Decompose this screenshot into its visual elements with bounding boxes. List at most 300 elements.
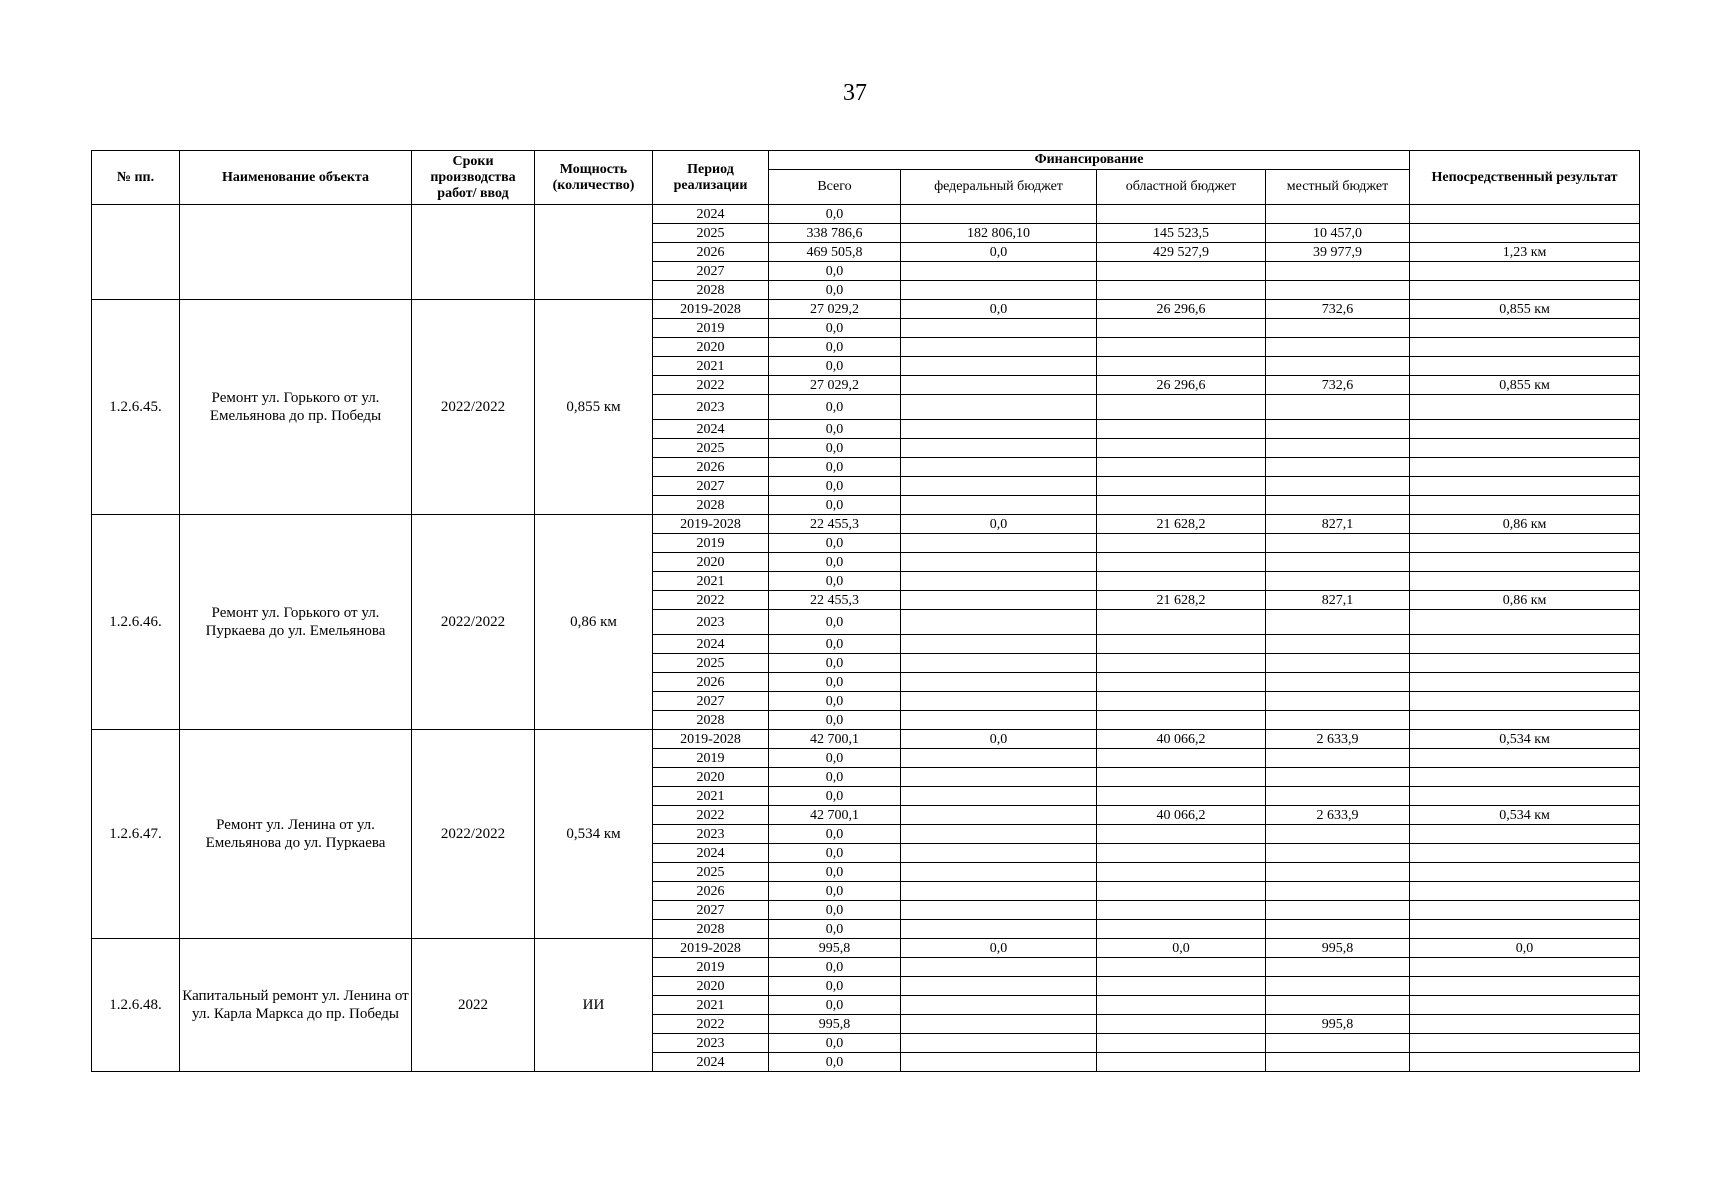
cell-local: 10 457,0 [1266,224,1410,243]
cell-total: 22 455,3 [769,591,901,610]
cell-result [1410,844,1640,863]
cell-local [1266,281,1410,300]
cell-local [1266,863,1410,882]
cell-result [1410,439,1640,458]
cell-federal [901,376,1097,395]
cell-total: 0,0 [769,496,901,515]
cell-period: 2028 [653,281,769,300]
cont-capacity [535,205,653,300]
cell-local [1266,996,1410,1015]
cell-regional [1097,439,1266,458]
cell-period: 2023 [653,825,769,844]
cell-result [1410,572,1640,591]
cell-period: 2027 [653,477,769,496]
cell-period: 2024 [653,844,769,863]
cell-local [1266,572,1410,591]
cell-local [1266,882,1410,901]
cell-result [1410,205,1640,224]
cell-local: 732,6 [1266,300,1410,319]
cell-result [1410,901,1640,920]
cell-period: 2025 [653,439,769,458]
cell-result [1410,635,1640,654]
cell-total: 0,0 [769,1034,901,1053]
header-name: Наименование объекта [180,151,412,205]
cell-local [1266,1053,1410,1072]
cell-federal [901,863,1097,882]
cell-result [1410,395,1640,420]
cell-period: 2020 [653,977,769,996]
cell-total: 0,0 [769,920,901,939]
cell-regional [1097,420,1266,439]
cell-total: 0,0 [769,477,901,496]
cell-federal [901,572,1097,591]
cell-total: 42 700,1 [769,730,901,749]
cell-result [1410,262,1640,281]
cell-federal [901,1034,1097,1053]
cell-period: 2021 [653,996,769,1015]
cell-local [1266,977,1410,996]
cell-period: 2020 [653,768,769,787]
cell-federal [901,692,1097,711]
cell-total: 0,0 [769,996,901,1015]
cell-regional: 40 066,2 [1097,730,1266,749]
cell-regional [1097,572,1266,591]
cell-total: 0,0 [769,572,901,591]
cell-local: 732,6 [1266,376,1410,395]
cell-federal [901,768,1097,787]
cell-federal [901,996,1097,1015]
object-terms: 2022/2022 [412,300,535,515]
table-row [92,205,1640,224]
financing-table [91,150,1640,1072]
cell-local: 827,1 [1266,591,1410,610]
cell-regional [1097,711,1266,730]
cell-regional [1097,205,1266,224]
cell-federal [901,635,1097,654]
cell-total: 0,0 [769,692,901,711]
cell-local [1266,749,1410,768]
cell-local [1266,477,1410,496]
cell-total: 0,0 [769,458,901,477]
cell-regional [1097,281,1266,300]
cell-result [1410,787,1640,806]
cell-local [1266,420,1410,439]
cell-regional [1097,534,1266,553]
cell-period: 2025 [653,224,769,243]
object-terms: 2022/2022 [412,730,535,939]
cell-local [1266,458,1410,477]
cell-total: 0,0 [769,553,901,572]
cell-period: 2019 [653,534,769,553]
cell-result [1410,863,1640,882]
cell-local [1266,711,1410,730]
header-result: Непосредственный результат [1410,151,1640,205]
cell-result [1410,977,1640,996]
cell-result [1410,319,1640,338]
cell-period: 2027 [653,901,769,920]
cell-result [1410,1034,1640,1053]
object-name: Ремонт ул. Ленина от ул. Емельянова до ул. Пуркаева [180,730,412,939]
cell-regional [1097,357,1266,376]
cell-local: 995,8 [1266,939,1410,958]
cell-total: 0,0 [769,420,901,439]
cell-local [1266,534,1410,553]
cell-federal [901,439,1097,458]
object-terms: 2022 [412,939,535,1072]
cell-regional [1097,901,1266,920]
cell-period: 2023 [653,610,769,635]
cell-result: 0,86 км [1410,515,1640,534]
cell-total: 0,0 [769,901,901,920]
cell-local [1266,395,1410,420]
cell-total: 0,0 [769,768,901,787]
cell-total: 42 700,1 [769,806,901,825]
cell-regional [1097,1015,1266,1034]
cell-regional [1097,319,1266,338]
cell-local: 2 633,9 [1266,730,1410,749]
cell-regional [1097,787,1266,806]
cell-regional [1097,1053,1266,1072]
cell-period: 2024 [653,635,769,654]
table-row [92,730,1640,749]
cell-federal [901,338,1097,357]
cell-result [1410,420,1640,439]
cell-period: 2022 [653,591,769,610]
header-financing: Финансирование [769,151,1410,170]
cell-total: 0,0 [769,262,901,281]
cell-total: 995,8 [769,1015,901,1034]
cell-total: 0,0 [769,749,901,768]
cell-total: 27 029,2 [769,300,901,319]
cell-regional: 40 066,2 [1097,806,1266,825]
header-terms: Сроки производства работ/ ввод [412,151,535,205]
cell-period: 2022 [653,376,769,395]
cell-federal [901,262,1097,281]
cell-regional [1097,262,1266,281]
cell-total: 0,0 [769,787,901,806]
cell-regional [1097,610,1266,635]
cell-total: 0,0 [769,844,901,863]
cell-result [1410,996,1640,1015]
cell-local [1266,338,1410,357]
cell-total: 27 029,2 [769,376,901,395]
cell-regional: 145 523,5 [1097,224,1266,243]
cell-regional [1097,635,1266,654]
cell-period: 2019-2028 [653,300,769,319]
cell-regional [1097,844,1266,863]
cell-local [1266,262,1410,281]
cell-period: 2028 [653,711,769,730]
cell-federal [901,496,1097,515]
cell-federal [901,281,1097,300]
object-name: Ремонт ул. Горького от ул. Пуркаева до ул. Емельянова [180,515,412,730]
cell-result [1410,281,1640,300]
cell-result [1410,1053,1640,1072]
cell-total: 0,0 [769,977,901,996]
cell-federal [901,920,1097,939]
cell-regional: 0,0 [1097,939,1266,958]
cell-result: 0,0 [1410,939,1640,958]
cell-result: 0,86 км [1410,591,1640,610]
cell-period: 2024 [653,1053,769,1072]
cell-local [1266,958,1410,977]
object-terms: 2022/2022 [412,515,535,730]
cell-regional: 21 628,2 [1097,591,1266,610]
cell-regional [1097,768,1266,787]
cell-federal [901,534,1097,553]
cell-period: 2021 [653,787,769,806]
cell-local [1266,319,1410,338]
cell-result [1410,477,1640,496]
cell-federal [901,458,1097,477]
cell-total: 0,0 [769,439,901,458]
object-capacity: ИИ [535,939,653,1072]
cell-period: 2022 [653,806,769,825]
cell-total: 0,0 [769,205,901,224]
cell-federal: 0,0 [901,515,1097,534]
cell-regional [1097,825,1266,844]
page-number: 37 [843,80,867,106]
cell-federal [901,357,1097,376]
cell-total: 0,0 [769,395,901,420]
cell-federal [901,610,1097,635]
cont-name [180,205,412,300]
cell-period: 2024 [653,205,769,224]
header-capacity: Мощность (количество) [535,151,653,205]
cell-result [1410,553,1640,572]
cell-result [1410,673,1640,692]
cell-total: 0,0 [769,635,901,654]
cell-period: 2019-2028 [653,730,769,749]
object-capacity: 0,534 км [535,730,653,939]
cell-period: 2026 [653,458,769,477]
cell-local [1266,1034,1410,1053]
cell-federal [901,749,1097,768]
cell-local [1266,920,1410,939]
header-regional: областной бюджет [1097,170,1266,205]
cell-period: 2025 [653,863,769,882]
cell-period: 2028 [653,496,769,515]
cell-result: 0,855 км [1410,376,1640,395]
cell-federal [901,806,1097,825]
table-header [92,151,1640,205]
cell-local: 2 633,9 [1266,806,1410,825]
table-row [92,515,1640,534]
cell-period: 2027 [653,262,769,281]
cell-total: 0,0 [769,863,901,882]
cell-result [1410,958,1640,977]
cell-local [1266,205,1410,224]
cell-federal [901,901,1097,920]
cell-regional [1097,749,1266,768]
cell-regional [1097,996,1266,1015]
cell-total: 0,0 [769,825,901,844]
cell-federal [901,882,1097,901]
cell-result [1410,711,1640,730]
cell-federal [901,591,1097,610]
cell-result [1410,496,1640,515]
cell-regional [1097,496,1266,515]
cell-result [1410,882,1640,901]
cell-result [1410,224,1640,243]
cell-period: 2019 [653,319,769,338]
cell-total: 0,0 [769,534,901,553]
cell-federal [901,673,1097,692]
object-capacity: 0,855 км [535,300,653,515]
cell-local [1266,496,1410,515]
header-federal: федеральный бюджет [901,170,1097,205]
cell-federal: 182 806,10 [901,224,1097,243]
cell-result [1410,768,1640,787]
object-num: 1.2.6.46. [92,515,180,730]
cell-local [1266,610,1410,635]
cell-total: 0,0 [769,281,901,300]
cell-federal: 0,0 [901,243,1097,262]
header-total: Всего [769,170,901,205]
cell-total: 0,0 [769,711,901,730]
cell-federal: 0,0 [901,730,1097,749]
cell-period: 2028 [653,920,769,939]
object-num: 1.2.6.45. [92,300,180,515]
cell-result: 1,23 км [1410,243,1640,262]
cell-result [1410,458,1640,477]
object-name: Капитальный ремонт ул. Ленина от ул. Карла Маркса до пр. Победы [180,939,412,1072]
cell-local: 995,8 [1266,1015,1410,1034]
cell-result [1410,749,1640,768]
header-num: № пп. [92,151,180,205]
cell-result [1410,920,1640,939]
cell-federal [901,825,1097,844]
cell-regional [1097,338,1266,357]
cell-local [1266,635,1410,654]
cell-regional [1097,654,1266,673]
cont-num [92,205,180,300]
cell-result [1410,610,1640,635]
cell-federal [901,205,1097,224]
object-num: 1.2.6.48. [92,939,180,1072]
cell-regional [1097,458,1266,477]
cell-regional [1097,395,1266,420]
cell-regional [1097,673,1266,692]
cell-period: 2024 [653,420,769,439]
cell-period: 2019-2028 [653,939,769,958]
cell-total: 0,0 [769,654,901,673]
table-row [92,300,1640,319]
cell-regional [1097,1034,1266,1053]
cell-local [1266,439,1410,458]
cell-total: 0,0 [769,357,901,376]
object-name: Ремонт ул. Горького от ул. Емельянова до пр. Победы [180,300,412,515]
cell-federal [901,1053,1097,1072]
cell-total: 0,0 [769,610,901,635]
cell-period: 2026 [653,673,769,692]
cell-federal [901,477,1097,496]
header-local: местный бюджет [1266,170,1410,205]
header-period: Период реализации [653,151,769,205]
cell-total: 469 505,8 [769,243,901,262]
cell-period: 2019 [653,958,769,977]
cell-regional [1097,863,1266,882]
cell-total: 22 455,3 [769,515,901,534]
cell-local [1266,787,1410,806]
cell-result: 0,534 км [1410,806,1640,825]
cell-local [1266,901,1410,920]
cell-period: 2020 [653,338,769,357]
cell-period: 2027 [653,692,769,711]
cell-total: 0,0 [769,958,901,977]
cell-federal [901,395,1097,420]
cell-local [1266,825,1410,844]
cell-regional: 26 296,6 [1097,300,1266,319]
cell-local [1266,654,1410,673]
cell-period: 2020 [653,553,769,572]
cell-regional [1097,692,1266,711]
cell-regional [1097,477,1266,496]
cell-result [1410,825,1640,844]
cell-result [1410,338,1640,357]
cell-federal [901,958,1097,977]
cell-federal [901,1015,1097,1034]
cell-local [1266,673,1410,692]
cell-regional [1097,920,1266,939]
cell-regional: 21 628,2 [1097,515,1266,534]
cell-local: 39 977,9 [1266,243,1410,262]
cell-result [1410,534,1640,553]
cell-period: 2026 [653,243,769,262]
cell-regional [1097,977,1266,996]
cell-federal: 0,0 [901,939,1097,958]
cell-federal [901,977,1097,996]
cell-federal [901,319,1097,338]
cont-terms [412,205,535,300]
cell-period: 2022 [653,1015,769,1034]
cell-period: 2023 [653,395,769,420]
cell-regional [1097,553,1266,572]
cell-period: 2026 [653,882,769,901]
cell-federal [901,787,1097,806]
cell-regional [1097,958,1266,977]
cell-total: 0,0 [769,673,901,692]
cell-result [1410,1015,1640,1034]
cell-period: 2019 [653,749,769,768]
cell-total: 995,8 [769,939,901,958]
cell-total: 338 786,6 [769,224,901,243]
object-capacity: 0,86 км [535,515,653,730]
cell-federal [901,553,1097,572]
cell-total: 0,0 [769,1053,901,1072]
cell-total: 0,0 [769,319,901,338]
cell-federal [901,844,1097,863]
cell-regional: 429 527,9 [1097,243,1266,262]
cell-period: 2021 [653,357,769,376]
cell-result: 0,534 км [1410,730,1640,749]
cell-regional: 26 296,6 [1097,376,1266,395]
object-num: 1.2.6.47. [92,730,180,939]
cell-local: 827,1 [1266,515,1410,534]
cell-result [1410,357,1640,376]
cell-local [1266,692,1410,711]
cell-period: 2019-2028 [653,515,769,534]
table-body [92,205,1640,1072]
cell-federal: 0,0 [901,300,1097,319]
cell-result: 0,855 км [1410,300,1640,319]
cell-result [1410,692,1640,711]
cell-period: 2025 [653,654,769,673]
cell-result [1410,654,1640,673]
cell-federal [901,654,1097,673]
cell-total: 0,0 [769,338,901,357]
cell-local [1266,357,1410,376]
